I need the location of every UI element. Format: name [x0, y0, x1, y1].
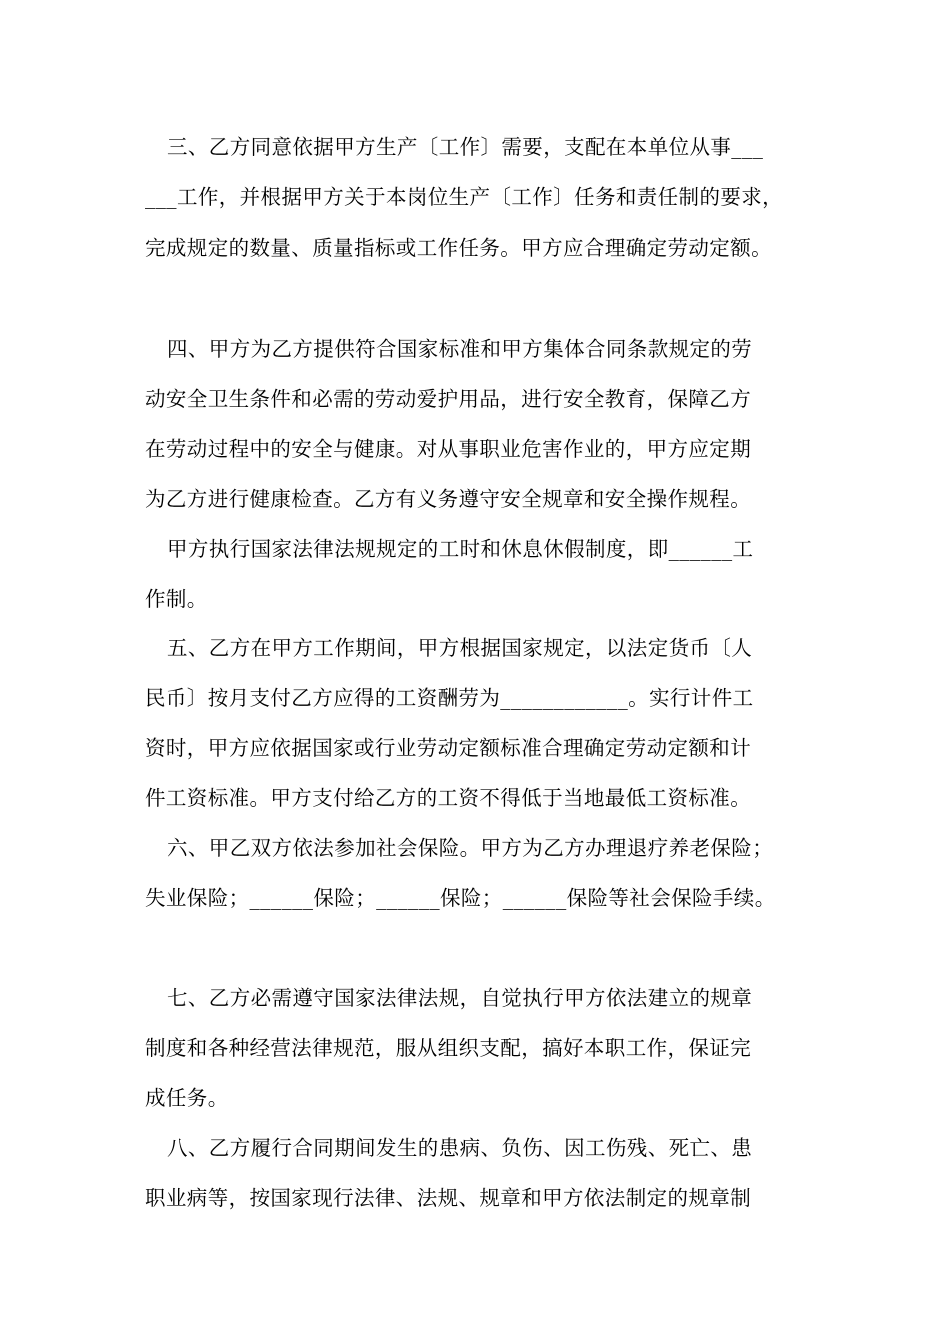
clause-7-line-3: 成任务。 — [145, 1086, 229, 1110]
clause-6-line-2: 失业保险；______保险；______保险；______保险等社会保险手续。 — [145, 886, 776, 910]
clause-4-line-3: 在劳动过程中的安全与健康。对从事职业危害作业的，甲方应定期 — [145, 437, 752, 461]
clause-3-line-1: 三、乙方同意依据甲方生产〔工作〕需要，支配在本单位从事___ — [167, 135, 764, 159]
clause-6-line-1: 六、甲乙双方依法参加社会保险。甲方为乙方办理退疗养老保险； — [167, 836, 774, 860]
clause-7-line-1: 七、乙方必需遵守国家法律法规，自觉执行甲方依法建立的规章 — [167, 986, 753, 1010]
work-hours-line-1: 甲方执行国家法律法规规定的工时和休息休假制度，即______工 — [167, 537, 754, 561]
clause-3-line-2: ___工作，并根据甲方关于本岗位生产〔工作〕任务和责任制的要求， — [145, 185, 784, 209]
clause-5-line-3: 资时，甲方应依据国家或行业劳动定额标准合理确定劳动定额和计 — [145, 736, 752, 760]
clause-5-line-1: 五、乙方在甲方工作期间，甲方根据国家规定，以法定货币〔人 — [167, 636, 753, 660]
clause-8-line-2: 职业病等，按国家现行法律、法规、规章和甲方依法制定的规章制 — [145, 1186, 752, 1210]
clause-4-line-1: 四、甲方为乙方提供符合国家标准和甲方集体合同条款规定的劳 — [167, 337, 753, 361]
clause-7-line-2: 制度和各种经营法律规范，服从组织支配，搞好本职工作，保证完 — [145, 1036, 752, 1060]
clause-5-line-4: 件工资标准。甲方支付给乙方的工资不得低于当地最低工资标准。 — [145, 786, 752, 810]
work-hours-line-2: 作制。 — [145, 587, 208, 611]
clause-4-line-2: 动安全卫生条件和必需的劳动爱护用品，进行安全教育，保障乙方 — [145, 387, 752, 411]
clause-5-line-2: 民币〕按月支付乙方应得的工资酬劳为____________。实行计件工 — [145, 686, 754, 710]
clause-3-line-3: 完成规定的数量、质量指标或工作任务。甲方应合理确定劳动定额。 — [145, 236, 772, 260]
clause-4-line-4: 为乙方进行健康检查。乙方有义务遵守安全规章和安全操作规程。 — [145, 487, 752, 511]
clause-8-line-1: 八、乙方履行合同期间发生的患病、负伤、因工伤残、死亡、患 — [167, 1136, 753, 1160]
